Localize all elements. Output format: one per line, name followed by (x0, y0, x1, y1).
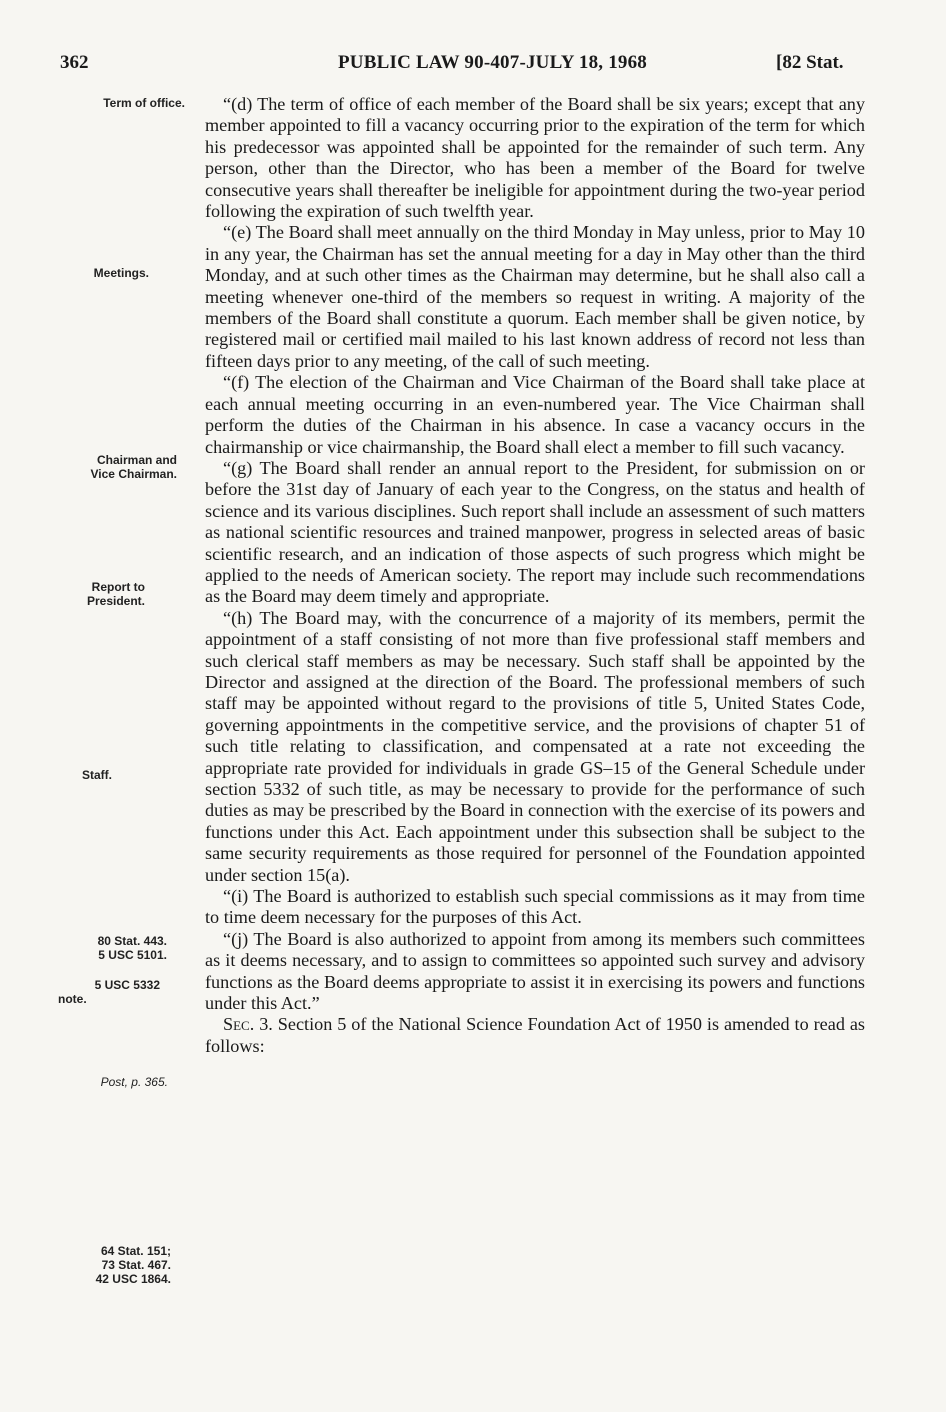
margin-note-usc5332 (30, 978, 160, 1006)
subsection-d: “(d) The term of office of each member of the Board shall be six years; except that any member appointed to fill a vacancy occurring prior to the expiration of the term for which his predecessor was appointed shall be appointed for the remainder of such term. Any person, other than the Director, who has been a member of the Board for twelve consecutive years shall thereafter be ineligible for appointment during the two-year period following the expiration of such twelfth year. (205, 94, 865, 222)
margin-note-term: Term of office. (103, 96, 185, 110)
margin-note-stat443 (37, 934, 167, 962)
margin-note-line: 5 USC 5332 (94, 978, 160, 992)
margin-note-line: 42 USC 1864. (95, 1272, 171, 1286)
margin-note-citations (41, 1244, 171, 1286)
margin-note-chairman (47, 453, 177, 481)
volume-citation: [82 Stat. (776, 52, 844, 73)
margin-note-line: Chairman and (96, 453, 177, 467)
section-3-label: Sec. 3. (223, 1014, 273, 1035)
margin-note-line: 73 Stat. 467. (101, 1258, 171, 1272)
section-3 (205, 1014, 865, 1057)
margin-note-report (15, 580, 145, 608)
subsection-g: “(g) The Board shall render an annual report to the President, for submission on or before the 31st day of January of each year to the Congress, on the status and health of science and its various disciplines. Such report shall include an assessment of such matters as national scientific resources and trained manpower, progress in selected areas of basic scientific research, and an indication of those aspects of such progress which might be applied to the needs of American society. The report may include such recommendations as the Board may deem timely and appropriate. (205, 457, 865, 607)
subsection-i: “(i) The Board is authorized to establish such special commissions as it may from time to time deem necessary for the purposes of this Act. (205, 886, 865, 928)
margin-note-staff: Staff. (82, 768, 112, 782)
section-3-text: Section 5 of the National Science Foundation Act of 1950 is amended to read as follows: (205, 1014, 866, 1056)
margin-note-line: 80 Stat. 443. (97, 934, 167, 948)
margin-note-line: Report to (91, 580, 145, 594)
margin-note-line: President. (86, 594, 145, 608)
margin-note-line: 64 Stat. 151; (100, 1244, 171, 1258)
margin-note-line: 5 USC 5101. (98, 948, 167, 962)
subsection-j: “(j) The Board is also authorized to appoint from among its members such committees as it deems necessary, and to assign to committees so appointed such survey and advisory functions as the Board deems appropriate to assist it in exercising its powers and functions under this Act.” (205, 928, 865, 1014)
subsection-e: “(e) The Board shall meet annually on the third Monday in May unless, prior to May 10 in any year, the Chairman has set the annual meeting for a day in May other than the third Monday, and at such other times as the Chairman may determine, but he shall also call a meeting whenever one-third of the members so request in writing. A majority of the members of the Board shall constitute a quorum. Each member shall be given notice, by registered mail or certified mail mailed to his last known address of record not less than fifteen days prior to any meeting, of the call of such meeting. (205, 222, 865, 371)
subsection-h: “(h) The Board may, with the concurrence of a majority of its members, permit the appointment of a staff consisting of not more than five professional staff members and such clerical staff members as may be necessary. Such staff shall be appointed by the Director and assigned at the direction of the Board. The professional members of such staff may be appointed without regard to the provisions of title 5, United States Code, governing appointments in the competitive service, and the provisions of chapter 51 of such title relating to classification, and compensated at a rate not exceeding the appropriate rate provided for individuals in grade GS–15 of the General Schedule under section 5332 of such title, as may be necessary to provide for the performance of such duties as may be prescribed by the Board in connection with the exercise of its powers and functions under this Act. Each appointment under this subsection shall be subject to the same security requirements as those required for personnel of the Foundation appointed under section 15(a). (205, 607, 865, 885)
margin-note-post: Post, p. 365. (100, 1075, 168, 1089)
margin-note-line: Vice Chairman. (90, 467, 177, 481)
subsection-f: “(f) The election of the Chairman and Vice Chairman of the Board shall take place at each annual meeting occurring in an even-numbered year. The Vice Chairman shall perform the duties of the Chairman in his absence. In case a vacancy occurs in the chairmanship or vice chairmanship, the Board shall elect a member to fill such vacancy. (205, 372, 865, 457)
page-number: 362 (60, 52, 89, 73)
running-head: PUBLIC LAW 90-407-JULY 18, 1968 (338, 52, 648, 73)
margin-note-line: note. (58, 992, 87, 1006)
body-text (205, 94, 865, 1057)
margin-note-meetings: Meetings. (93, 266, 149, 280)
